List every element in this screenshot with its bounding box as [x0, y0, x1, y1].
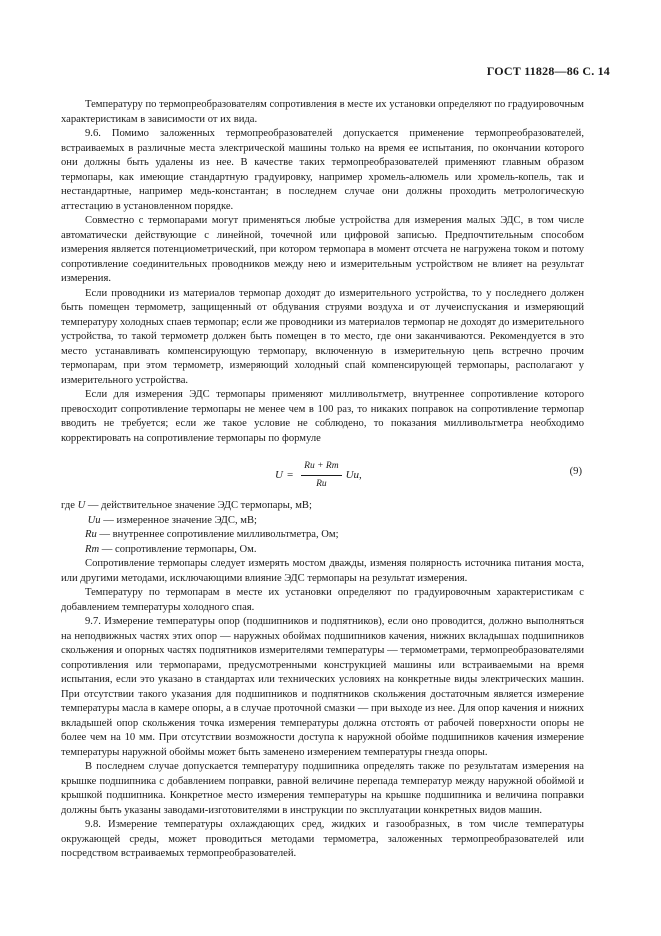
paragraph: Совместно с термопарами могут применяться любые устройства для измерения малых ЭДС, в том числе автоматически действующие с линейной, точечной или цифровой записью. Предпочтительным способом измерения является потенциометрический, при котором термопара в момент отсчета не нагружена током и потому сопротивление соединительных проводников между нею и измерительным устройством не влияет на результат измерения. — [61, 215, 584, 284]
formula-lhs: U — [275, 468, 283, 481]
page-header: ГОСТ 11828—86 С. 14 — [486, 64, 610, 78]
document-body — [61, 98, 584, 862]
formula-equals: = — [286, 468, 294, 481]
definition-text: — внутреннее сопротивление милливольтметра, Ом; — [96, 529, 339, 540]
definition-prefix: где — [61, 500, 78, 511]
definition-item — [61, 514, 584, 529]
definition-symbol: U — [77, 500, 86, 511]
definition-text: — измеренное значение ЭДС, мВ; — [100, 514, 257, 526]
definition-text: — действительное значение ЭДС термопары, мВ; — [85, 500, 312, 511]
formula-denominator: Rи — [316, 478, 327, 489]
paragraph: Температуру по термопреобразователям сопротивления в месте их установки определяют по градуировочным характеристикам в зависимости от их вида. — [61, 99, 584, 125]
formula — [275, 459, 362, 491]
definition-text: — сопротивление термопары, Ом. — [99, 543, 257, 555]
paragraph: Если для измерения ЭДС термопары применяют милливольтметр, внутреннее сопротивление которого превосходит сопротивление термопары не менее чем в 100 раз, то никаких поправок на сопротивление термопар вводить не требуется; если же такое условие не соблюдено, то показания милливольтметра необходимо корректировать на сопротивление термопары по формуле — [61, 389, 584, 444]
paragraph: В последнем случае допускается температуру подшипника определять также по результатам измерения на крышке подшипника с добавлением поправки, равной величине перепада температур между наружной обоймой и крышкой подшипника. Конкретное место измерения температуры на крышке подшипника и величина поправки должны быть указаны заводами-изготовителями в инструкции по эксплуатации конкретных видов машин. — [61, 761, 584, 816]
definition-item — [61, 499, 584, 514]
definition-symbol: Rт — [85, 543, 100, 555]
definitions-list — [61, 499, 584, 557]
definition-symbol: Rи — [85, 529, 97, 540]
formula-number: (9) — [569, 466, 582, 477]
definition-item — [61, 543, 584, 558]
formula-fraction — [301, 459, 341, 491]
definition-item — [61, 528, 584, 543]
formula-rhs: Uи, — [345, 468, 362, 481]
formula-numerator: Rи + Rт — [301, 459, 341, 476]
paragraph: Температуру по термопарам в месте их установки определяют по градуировочным характеристикам с добавлением температуры холодного спая. — [61, 587, 584, 613]
paragraph: Если проводники из материалов термопар доходят до измерительного устройства, то у последнего должен быть помещен термометр, защищенный от обдувания струями воздуха и от лучеиспускания и измеряющий температуру холодных спаев термопар; если же проводники из материалов термопар не доходят до измерительного устройства, то такой термометр должен быть помещен в то место, где они заканчиваются. Рекомендуется в это место устанавливать компенсирующую термопару, включенную в измерительную цепь встречно прочим термопарам, при этом термометр, измеряющий холодный спай компенсирующей термопары, располагают у измерительного устройства. — [61, 287, 584, 386]
formula-block — [61, 451, 584, 495]
paragraph: 9.7. Измерение температуры опор (подшипников и подпятников), если оно проводится, должно выполняться на неподвижных частях этих опор — наружных обоймах подшипников качения, нижних вкладышах подшипников скольжения и опорных частях подпятников измерителями температуры — термометрами, термопреобразователями сопротивления или термопарами, предусмотренными конструкцией машины или встраиваемыми на время испытания, если это указано в стандартах или технических условиях на конкретные виды электрических машин. При отсутствии такого указания для подшипников и подпятников скольжения достаточным является измерение температуры масла в камере опоры, а в случае проточной смазки — при выходе из нее. Для опор качения и нижних вкладышей опор скольжения точка измерения температуры должна отстоять от рабочей поверхности опоры не более чем на 10 мм. При отсутствии возможности доступа к наружной обойме подшипников качения измерение температуры наружной обоймы может быть заменено измерением температуры гнезда опоры. — [61, 616, 584, 758]
definition-symbol: Uи — [87, 514, 101, 526]
paragraph: Сопротивление термопары следует измерять мостом дважды, изменяя полярность источника питания моста, или другими методами, исключающими влияние ЭДС термопары на результат измерения. — [61, 558, 584, 584]
paragraph: 9.6. Помимо заложенных термопреобразователей допускается применение термопреобразователей, встраиваемых в различные места электрической машины только на время ее испытания, по окончании которого они должны быть удалены из нее. В качестве таких термопреобразователей применяют главным образом термопары, как имеющие стандартную градуировку, например хромель-алюмель или хромель-копель, так и нестандартные, например медь-константан; в последнем случае они должны проходить метрологическую аттестацию в установленном порядке. — [61, 128, 584, 212]
paragraph: 9.8. Измерение температуры охлаждающих сред, жидких и газообразных, в том числе температуры окружающей среды, может проводиться методами термометра, заложенных термопреобразователей или посредством встраиваемых термопреобразователей. — [61, 819, 584, 859]
